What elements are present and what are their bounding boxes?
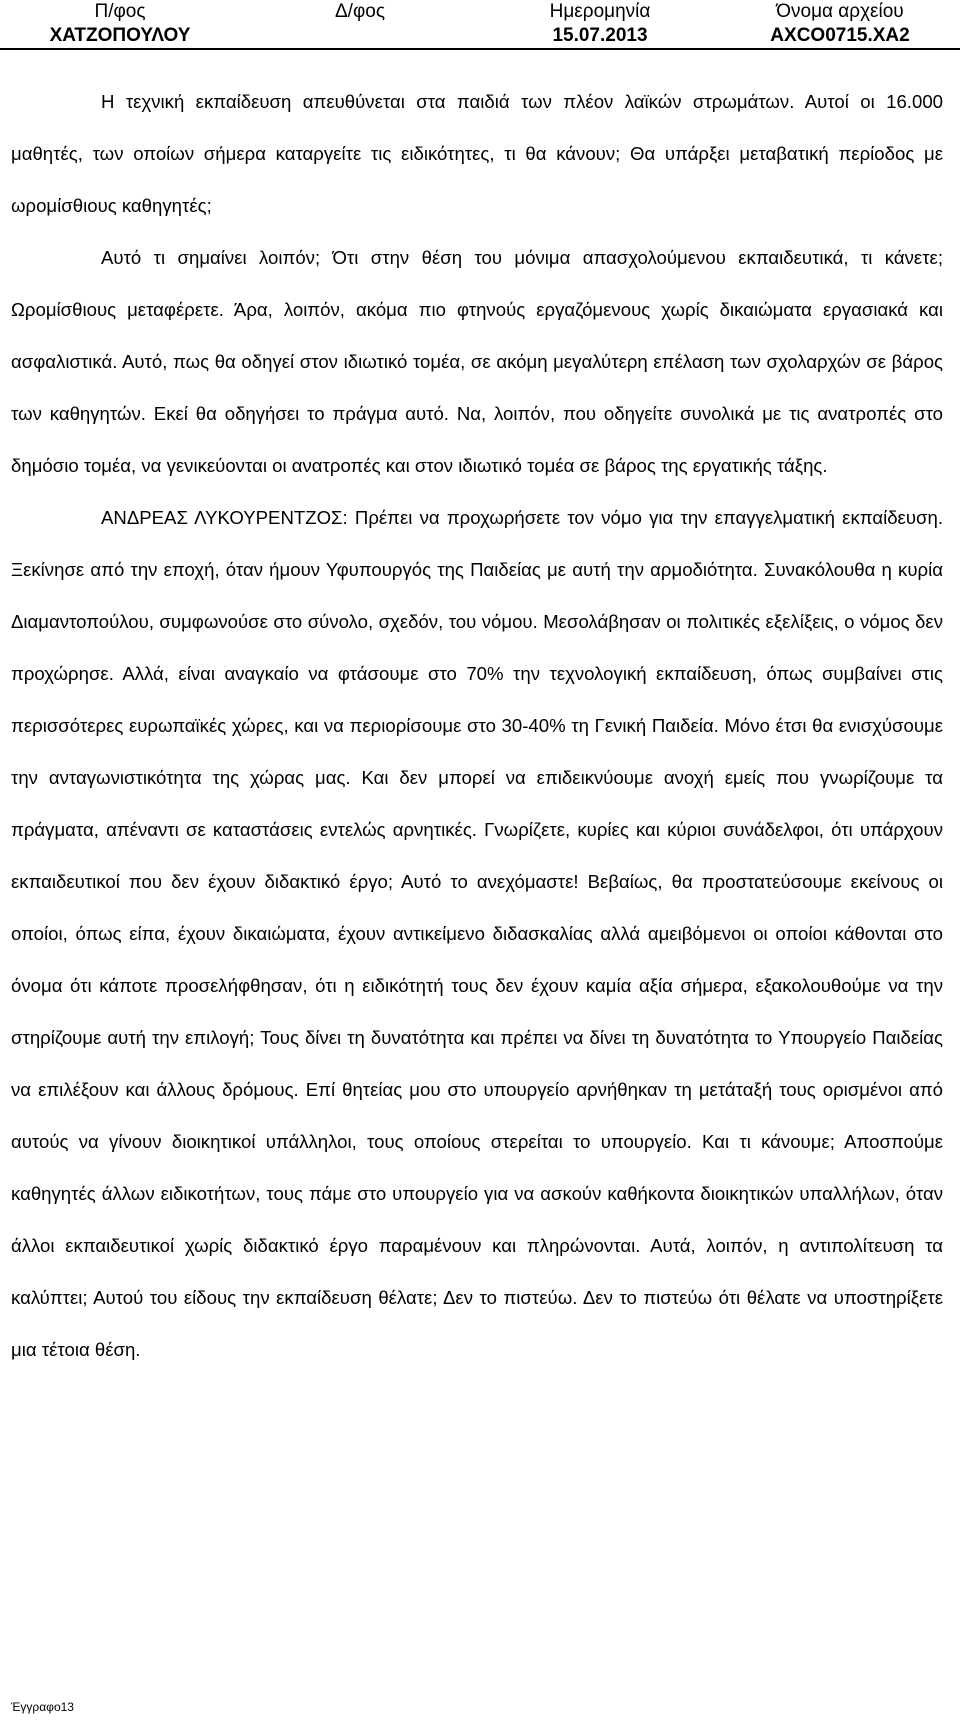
header-editor-label: Δ/φος <box>334 1 385 22</box>
header-typist-value: ΧΑΤΖΟΠΟΥΛΟΥ <box>0 24 240 49</box>
header-labels-row <box>0 0 960 24</box>
header-filename-label: Όνομα αρχείου <box>776 1 904 22</box>
header-values-row <box>0 24 960 49</box>
header-date-label: Ημερομηνία <box>549 1 651 22</box>
paragraph-3: ΑΝΔΡΕΑΣ ΛΥΚΟΥΡΕΝΤΖΟΣ: Πρέπει να προχωρήσετε τον νόμο για την επαγγελματική εκπαίδευση. Ξεκίνησε από την εποχή, όταν ήμουν Υφυπουργός της Παιδείας με αυτή την αρμοδιότητα. Συνακόλουθα η κυρία Διαμαντοπούλου, συμφωνούσε στο σύνολο, σχεδόν, του νόμου. Μεσολάβησαν οι πολιτικές εξελίξεις, ο νόμος δεν προχώρησε. Αλλά, είναι αναγκαίο να φτάσουμε στο 70% την τεχνολογική εκπαίδευση, όπως συμβαίνει στις περισσότερες ευρωπαϊκές χώρες, και να περιορίσουμε στο 30-40% τη Γενική Παιδεία. Μόνο έτσι θα ενισχύσουμε την ανταγωνιστικότητα της χώρας μας. Και δεν μπορεί να επιδεικνύουμε ανοχή εμείς που γνωρίζουμε τα πράγματα, απέναντι σε καταστάσεις εντελώς αρνητικές. Γνωρίζετε, κυρίες και κύριοι συνάδελφοι, ότι υπάρχουν εκπαιδευτικοί που δεν έχουν διδακτικό έργο; Αυτό το ανεχόμαστε! Βεβαίως, θα προστατεύσουμε εκείνους οι οποίοι, όπως είπα, έχουν δικαιώματα, έχουν αντικείμενο διδασκαλίας αλλά αμειβόμενοι οι οποίοι κάθονται στο όνομα ότι κάποτε προσελήφθησαν, ότι η ειδικότητή τους δεν έχουν καμία αξία σήμερα, εξακολουθούμε να την στηρίζουμε αυτή την επιλογή; Τους δίνει τη δυνατότητα και πρέπει να δίνει τη δυνατότητα το Υπουργείο Παιδείας να επιλέξουν και άλλους δρόμους. Επί θητείας μου στο υπουργείο αρνήθηκαν τη μετάταξή τους ορισμένοι από αυτούς να γίνουν διοικητικοί υπάλληλοι, τους οποίους στερείται το υπουργείο. Και τι κάνουμε; Αποσπούμε καθηγητές άλλων ειδικοτήτων, τους πάμε στο υπουργείο για να ασκούν καθήκοντα διοικητικών υπαλλήλων, όταν άλλοι εκπαιδευτικοί χωρίς διδακτικό έργο παραμένουν και πληρώνονται. Αυτά, λοιπόν, η αντιπολίτευση τα καλύπτει; Αυτού του είδους την εκπαίδευση θέλατε; Δεν το πιστεύω. Δεν το πιστεύω ότι θέλατε να υποστηρίξετε μια τέτοια θέση. <box>11 507 943 1360</box>
header-date-value: 15.07.2013 <box>480 24 720 49</box>
document-body <box>11 76 943 1376</box>
document-header <box>0 0 960 50</box>
paragraph-2: Αυτό τι σημαίνει λοιπόν; Ότι στην θέση του μόνιμα απασχολούμενου εκπαιδευτικά, τι κάνετε; Ωρομίσθιους μεταφέρετε. Άρα, λοιπόν, ακόμα πιο φτηνούς εργαζόμενους χωρίς δικαιώματα εργασιακά και ασφαλιστικά. Αυτό, πως θα οδηγεί στον ιδιωτικό τομέα, σε ακόμη μεγαλύτερη επέλαση των σχολαρχών σε βάρος των καθηγητών. Εκεί θα οδηγήσει το πράγμα αυτό. Να, λοιπόν, που οδηγείτε συνολικά με τις ανατροπές στο δημόσιο τομέα, να γενικεύονται οι ανατροπές και στον ιδιωτικό τομέα σε βάρος της εργατικής τάξης. <box>11 247 943 476</box>
header-editor-value <box>240 24 480 49</box>
paragraph-1: Η τεχνική εκπαίδευση απευθύνεται στα παιδιά των πλέον λαϊκών στρωμάτων. Αυτοί οι 16.000 μαθητές, των οποίων σήμερα καταργείτε τις ειδικότητες, τι θα κάνουν; Θα υπάρξει μεταβατική περίοδος με ωρομίσθιους καθηγητές; <box>11 91 943 216</box>
header-filename-value: ΑΧCO0715.XA2 <box>720 24 960 49</box>
header-typist-label: Π/φος <box>94 1 146 22</box>
footer-filename: Έγγραφο13 <box>11 1700 74 1714</box>
